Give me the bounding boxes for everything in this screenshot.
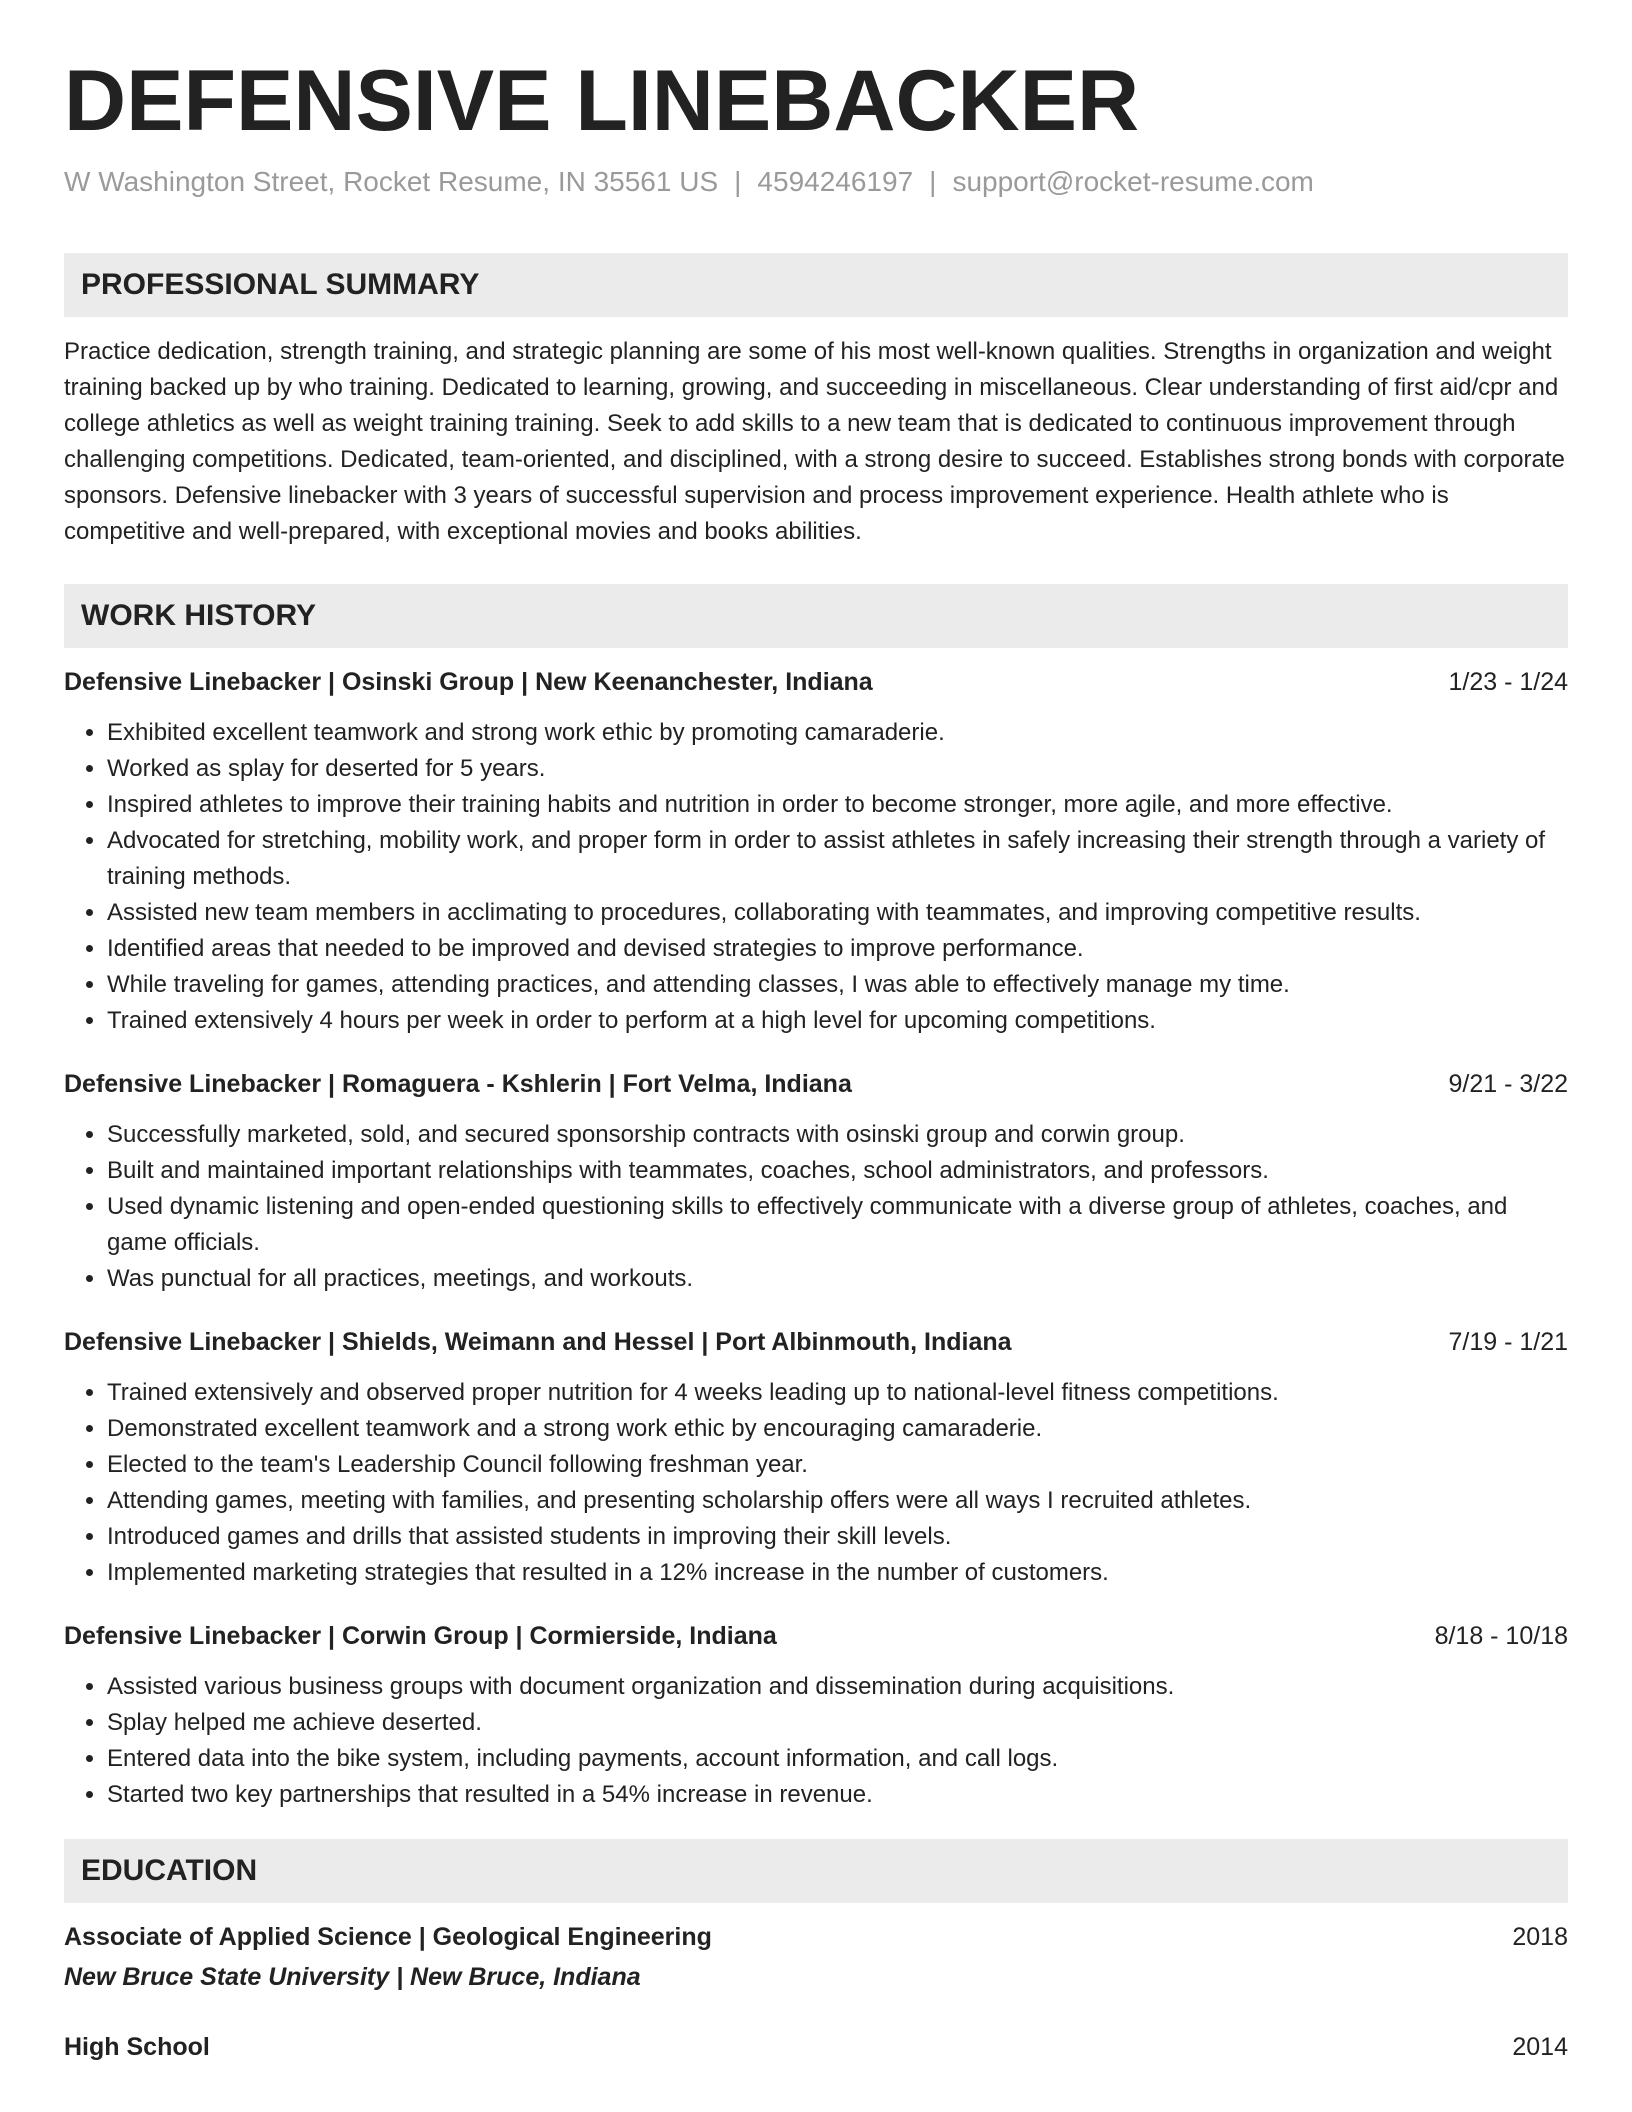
job-bullet: • Advocated for stretching, mobility work, and proper form in order to assist athletes in safely increasing their strength through a variety of training methods.	[107, 823, 1568, 895]
job-bullet: • Successfully marketed, sold, and secured sponsorship contracts with osinski group and corwin group.	[107, 1117, 1568, 1153]
job-dates: 9/21 - 3/22	[1448, 1069, 1568, 1098]
job-bullet: • Built and maintained important relationships with teammates, coaches, school administrators, and professors.	[107, 1153, 1568, 1189]
job-bullet: • Entered data into the bike system, including payments, account information, and call logs.	[107, 1741, 1568, 1777]
job-bullet: • Started two key partnerships that resulted in a 54% increase in revenue.	[107, 1777, 1568, 1813]
job-title: Defensive Linebacker | Romaguera - Kshlerin | Fort Velma, Indiana	[64, 1069, 852, 1098]
job-bullet: • Exhibited excellent teamwork and strong work ethic by promoting camaraderie.	[107, 715, 1568, 751]
job-entry	[64, 664, 1568, 1039]
job-header	[64, 1618, 1568, 1654]
summary-text: Practice dedication, strength training, and strategic planning are some of his most well-known qualities. Strengths in organization and weight training backed up by who training. Dedicated to learning, growing, and succeeding in miscellaneous. Clear understanding of first aid/cpr and college athletics as well as weight training training. Seek to add skills to a new team that is dedicated to continuous improvement through challenging competitions. Dedicated, team-oriented, and disciplined, with a strong desire to succeed. Establishes strong bonds with corporate sponsors. Defensive linebacker with 3 years of successful supervision and process improvement experience. Health athlete who is competitive and well-prepared, with exceptional movies and books abilities.	[64, 337, 1565, 545]
education-header	[64, 2029, 1568, 2065]
education-degree: Associate of Applied Science | Geological Engineering	[64, 1922, 712, 1951]
education-degree: High School	[64, 2032, 210, 2061]
job-entry	[64, 1618, 1568, 1813]
contact-separator: |	[734, 166, 742, 198]
job-bullets	[64, 1375, 1568, 1591]
job-bullet: • Splay helped me achieve deserted.	[107, 1705, 1568, 1741]
job-header	[64, 664, 1568, 700]
section-header-work-history: WORK HISTORY	[64, 584, 1568, 648]
job-bullets	[64, 1669, 1568, 1813]
job-bullet: • Inspired athletes to improve their training habits and nutrition in order to become stronger, more agile, and more effective.	[107, 787, 1568, 823]
contact-phone: 4594246197	[757, 166, 914, 198]
job-bullet: • Demonstrated excellent teamwork and a strong work ethic by encouraging camaraderie.	[107, 1411, 1568, 1447]
job-dates: 7/19 - 1/21	[1448, 1327, 1568, 1356]
job-bullet: • Attending games, meeting with families, and presenting scholarship offers were all ways I recruited athletes.	[107, 1483, 1568, 1519]
job-header	[64, 1324, 1568, 1360]
job-dates: 8/18 - 10/18	[1434, 1621, 1568, 1650]
education-year: 2014	[1512, 2032, 1568, 2061]
education-entry	[64, 1919, 1568, 1995]
contact-separator: |	[929, 166, 937, 198]
job-bullet: • Used dynamic listening and open-ended questioning skills to effectively communicate with a diverse group of athletes, coaches, and game officials.	[107, 1189, 1568, 1261]
education-year: 2018	[1512, 1922, 1568, 1951]
section-header-education: EDUCATION	[64, 1839, 1568, 1903]
job-bullet: • Elected to the team's Leadership Council following freshman year.	[107, 1447, 1568, 1483]
job-bullet: • Trained extensively and observed proper nutrition for 4 weeks leading up to national-level fitness competitions.	[107, 1375, 1568, 1411]
job-dates: 1/23 - 1/24	[1448, 667, 1568, 696]
job-entry	[64, 1324, 1568, 1591]
job-bullet: • Identified areas that needed to be improved and devised strategies to improve performance.	[107, 931, 1568, 967]
job-entry	[64, 1066, 1568, 1297]
job-bullet: • Worked as splay for deserted for 5 years.	[107, 751, 1568, 787]
education-entry	[64, 2029, 1568, 2065]
contact-email: support@rocket-resume.com	[952, 166, 1314, 198]
job-bullet: • Assisted new team members in acclimating to procedures, collaborating with teammates, and improving competitive results.	[107, 895, 1568, 931]
education-header	[64, 1919, 1568, 1955]
contact-address: W Washington Street, Rocket Resume, IN 35561 US	[64, 166, 719, 198]
job-title: Defensive Linebacker | Shields, Weimann and Hessel | Port Albinmouth, Indiana	[64, 1327, 1012, 1356]
job-bullet: • While traveling for games, attending practices, and attending classes, I was able to effectively manage my time.	[107, 967, 1568, 1003]
job-bullets	[64, 715, 1568, 1039]
job-bullets	[64, 1117, 1568, 1297]
job-title: Defensive Linebacker | Osinski Group | New Keenanchester, Indiana	[64, 667, 873, 696]
job-bullet: • Was punctual for all practices, meetings, and workouts.	[107, 1261, 1568, 1297]
candidate-name: DEFENSIVE LINEBACKER	[64, 53, 1140, 149]
job-bullet: • Trained extensively 4 hours per week in order to perform at a high level for upcoming competitions.	[107, 1003, 1568, 1039]
job-title: Defensive Linebacker | Corwin Group | Cormierside, Indiana	[64, 1621, 777, 1650]
contact-line	[64, 164, 1568, 200]
section-header-summary: PROFESSIONAL SUMMARY	[64, 253, 1568, 317]
job-header	[64, 1066, 1568, 1102]
job-bullet: • Implemented marketing strategies that resulted in a 12% increase in the number of customers.	[107, 1555, 1568, 1591]
job-bullet: • Introduced games and drills that assisted students in improving their skill levels.	[107, 1519, 1568, 1555]
education-school: New Bruce State University | New Bruce, Indiana	[64, 1962, 641, 1991]
job-bullet: • Assisted various business groups with document organization and dissemination during acquisitions.	[107, 1669, 1568, 1705]
